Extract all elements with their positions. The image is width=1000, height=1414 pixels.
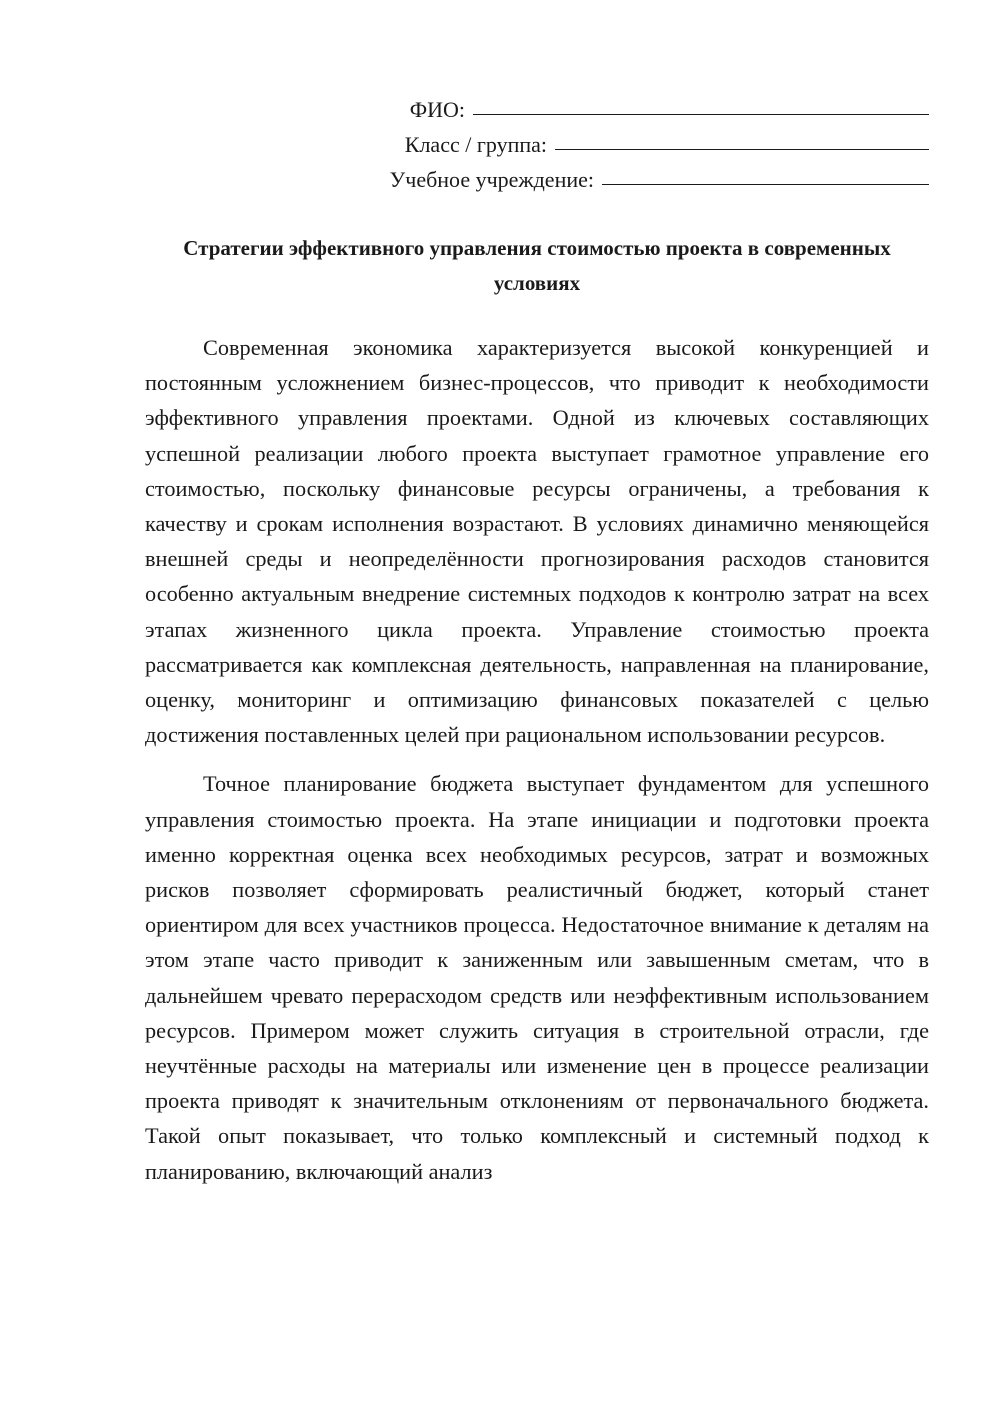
- body-paragraph-1: Современная экономика характеризуется высокой конкуренцией и постоянным усложнением бизнес-процессов, что приводит к необходимости эффективного управления проектами. Одной из ключевых составляющих успешной реализации любого проекта выступает грамотное управление его стоимостью, поскольку финансовые ресурсы ограничены, а требования к качеству и срокам исполнения возрастают. В условиях динамично меняющейся внешней среды и неопределённости прогнозирования расходов становится особенно актуальным внедрение системных подходов к контролю затрат на всех этапах жизненного цикла проекта. Управление стоимостью проекта рассматривается как комплексная деятельность, направленная на планирование, оценку, мониторинг и оптимизацию финансовых показателей с целью достижения поставленных целей при рациональном использовании ресурсов.: [145, 335, 929, 748]
- student-info-fields: [145, 92, 929, 197]
- full-name-label: ФИО:: [409, 97, 465, 122]
- class-group-blank-line: [555, 127, 929, 150]
- class-group-label: Класс / группа:: [404, 132, 547, 157]
- full-name-blank-line: [473, 92, 929, 115]
- body-paragraph-2: Точное планирование бюджета выступает фундаментом для успешного управления стоимостью проекта. На этапе инициации и подготовки проекта именно корректная оценка всех необходимых ресурсов, затрат и возможных рисков позволяет сформировать реалистичный бюджет, который станет ориентиром для всех участников процесса. Недостаточное внимание к деталям на этом этапе часто приводит к заниженным или завышенным сметам, что в дальнейшем чревато перерасходом средств или неэффективным использованием ресурсов. Примером может служить ситуация в строительной отрасли, где неучтённые расходы на материалы или изменение цен в процессе реализации проекта приводят к значительным отклонениям от первоначального бюджета. Такой опыт показывает, что только комплексный и системный подход к планированию, включающий анализ: [145, 771, 929, 1184]
- document-title: Стратегии эффективного управления стоимостью проекта в современных условиях: [183, 236, 891, 295]
- institution-field: [145, 162, 929, 197]
- institution-blank-line: [602, 162, 929, 185]
- institution-label: Учебное учреждение:: [389, 167, 594, 192]
- class-group-field: [145, 127, 929, 162]
- document-page: [145, 92, 929, 1203]
- full-name-field: [145, 92, 929, 127]
